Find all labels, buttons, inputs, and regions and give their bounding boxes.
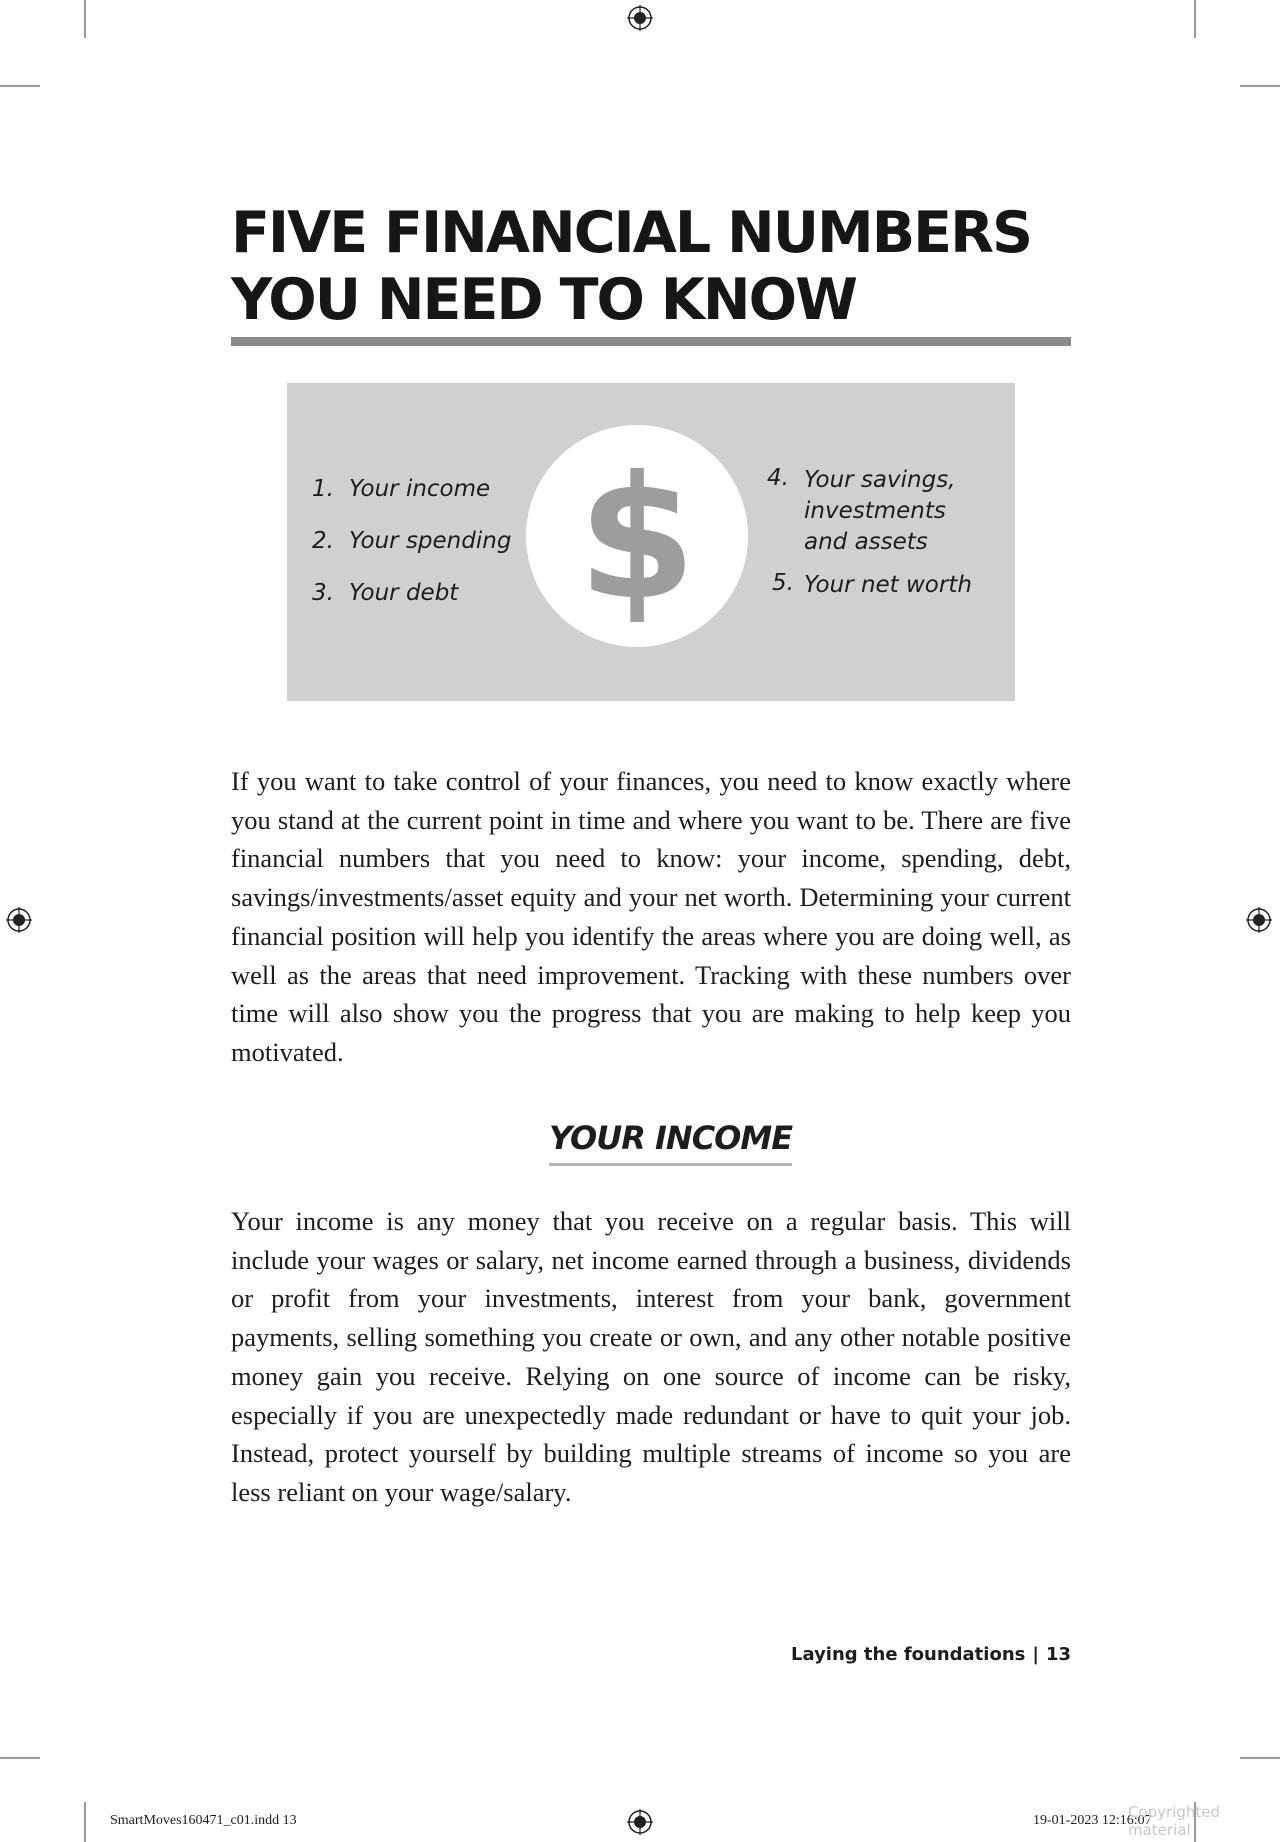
list-item-label: Your net worth [804, 572, 972, 598]
page-number: 13 [1045, 1644, 1071, 1665]
crop-mark [1194, 0, 1196, 38]
crop-mark [1240, 1757, 1280, 1759]
section-heading: YOUR INCOME [549, 1119, 792, 1166]
page-title [231, 200, 1071, 334]
income-paragraph: Your income is any money that you receive on a regular basis. This will include your wages or salary, net income earned through a business, dividends or profit from your investments, interest from your bank, government payments, selling something you create or own, and any other notable positive money gain you receive. Relying on one source of income can be risky, especially if you are unexpectedly made redundant or have to quit your job. Instead, protect yourself by building multiple streams of income so you are less reliant on your wage/salary. [231, 1206, 1071, 1507]
dollar-symbol: $ [577, 440, 697, 638]
list-item-label: Your spending [349, 528, 512, 554]
list-item-number: 3. [312, 580, 334, 606]
slug-datetime: 19-01-2023 12:16:07 [1033, 1813, 1152, 1828]
slug-filename: SmartMoves160471_c01.indd 13 [110, 1813, 297, 1828]
registration-mark-icon [627, 1809, 653, 1835]
registration-mark-icon [1246, 907, 1272, 933]
list-item-number: 2. [312, 528, 334, 554]
crop-mark [0, 85, 40, 87]
numbers-list-left [312, 476, 512, 616]
list-item-label: Your debt [349, 580, 459, 606]
crop-mark [84, 1802, 86, 1842]
list-item-number: 5. [772, 570, 794, 596]
dollar-sign-icon [526, 425, 748, 647]
list-item-label: Your savings, investments and assets [804, 467, 956, 555]
footer-separator: | [1032, 1644, 1039, 1665]
five-numbers-infobox [287, 383, 1015, 701]
running-footer [791, 1644, 1071, 1665]
coin-circle [526, 425, 748, 647]
intro-paragraph: If you want to take control of your finances, you need to know exactly where you stand at the current point in time and where you want to be. There are five financial numbers that you need to know: your income, spending, debt, savings/investments/asset equity and your net worth. Determining your current financial position will help you identify the areas where you are doing well, as well as the areas that need improvement. Tracking with these numbers over time will also show you the progress that you are making to help keep you motivated. [231, 766, 1071, 1067]
registration-mark-icon [6, 907, 32, 933]
crop-mark [84, 0, 86, 38]
crop-mark [0, 1757, 40, 1759]
registration-mark-icon [627, 5, 653, 31]
list-item-number: 4. [767, 465, 789, 491]
list-item-label: Your income [349, 476, 491, 502]
list-item-number: 1. [312, 476, 334, 502]
copyright-watermark: Copyrighted material [1128, 1803, 1221, 1839]
running-head: Laying the foundations [791, 1644, 1026, 1665]
title-rule [231, 337, 1071, 346]
page-title-line: FIVE FINANCIAL NUMBERS [231, 200, 1032, 266]
numbers-list-right [767, 465, 1007, 615]
crop-mark [1240, 85, 1280, 87]
page-title-line: YOU NEED TO KNOW [231, 267, 856, 333]
